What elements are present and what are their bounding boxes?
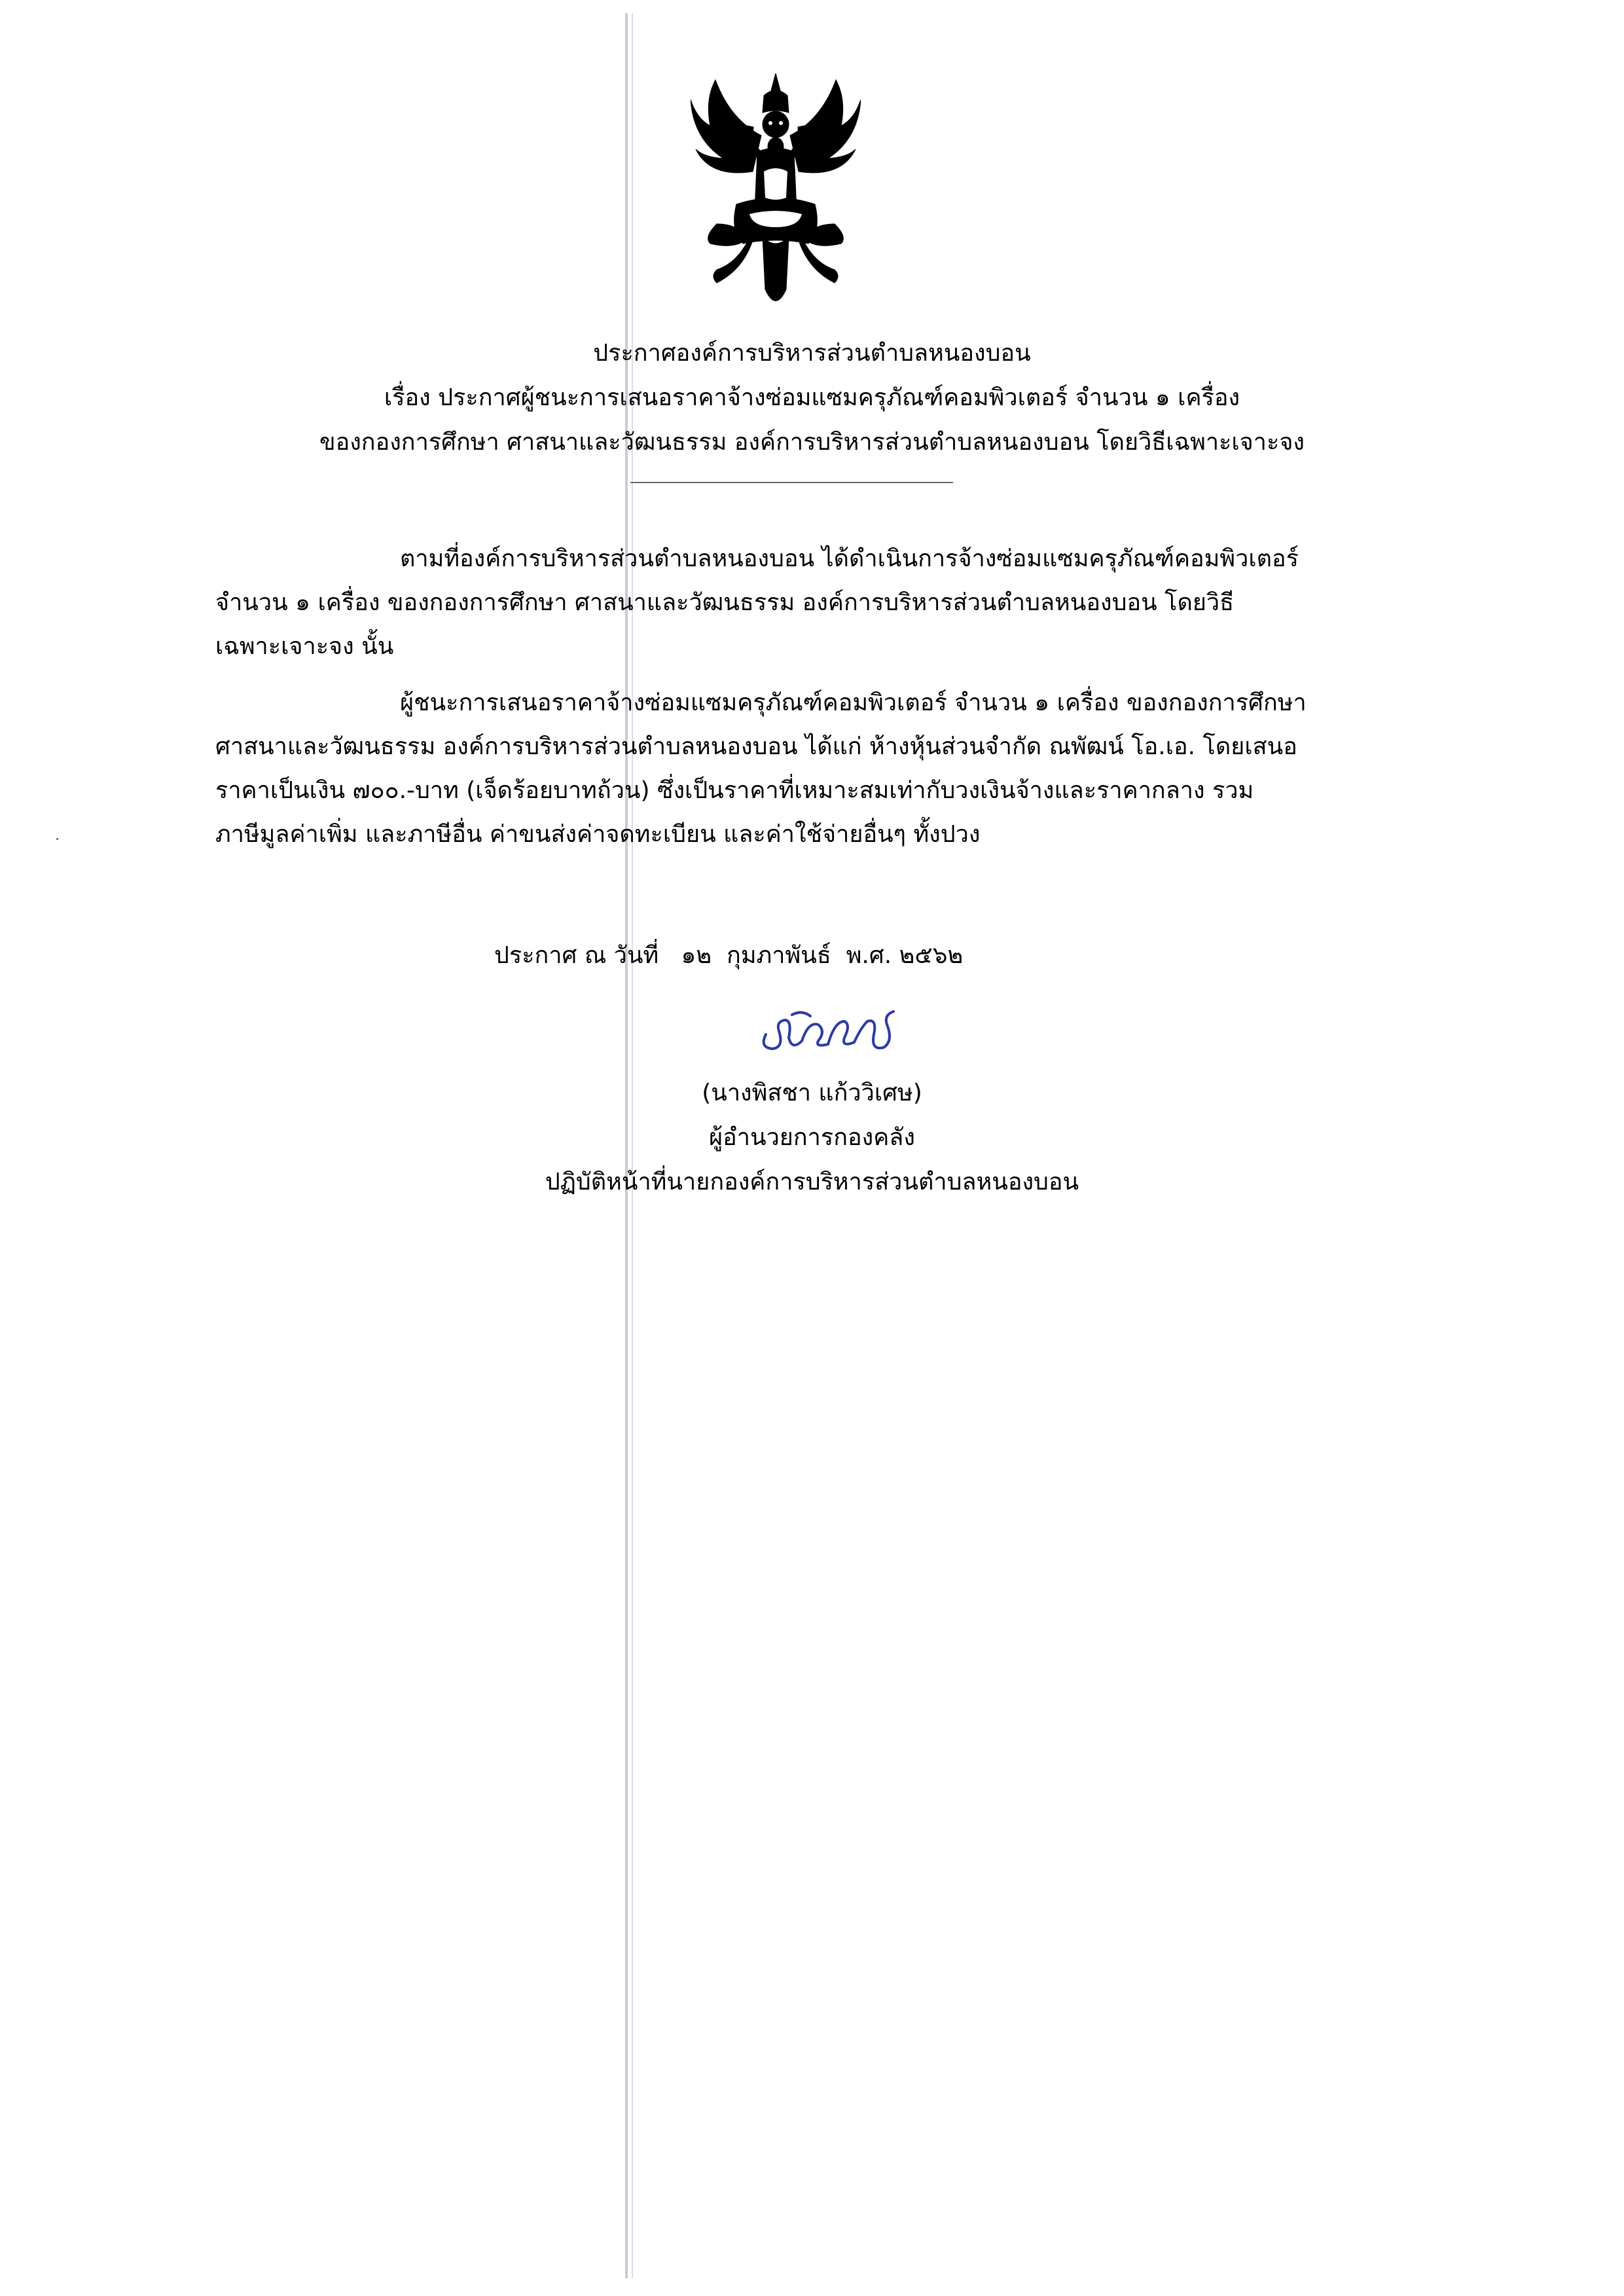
- paragraph-1: [215, 537, 1420, 668]
- signer-position: ผู้อำนวยการกองคลัง: [709, 1124, 915, 1151]
- announcement-title: ประกาศองค์การบริหารส่วนตำบลหนองบอน: [593, 340, 1031, 367]
- paragraph-2-line: ผู้ชนะการเสนอราคาจ้างซ่อมแซมครุภัณฑ์คอมพิวเตอร์ จำนวน ๑ เครื่อง ของกองการศึกษา: [400, 689, 1307, 716]
- paragraph-2-line: ราคาเป็นเงิน ๗๐๐.-บาท (เจ็ดร้อยบาทถ้วน) ซึ่งเป็นราคาที่เหมาะสมเท่ากับวงเงินจ้างและราคากลาง รวม: [215, 777, 1254, 804]
- paragraph-1-line: เฉพาะเจาะจง นั้น: [215, 633, 394, 660]
- header-divider: [630, 482, 953, 483]
- subject-line-2: ของกองการศึกษา ศาสนาและวัฒนธรรม องค์การบริหารส่วนตำบลหนองบอน โดยวิธีเฉพาะเจาะจง: [319, 429, 1305, 456]
- paragraph-2: [215, 681, 1420, 856]
- paragraph-1-line: ตามที่องค์การบริหารส่วนตำบลหนองบอน ได้ดำเนินการจ้างซ่อมแซมครุภัณฑ์คอมพิวเตอร์: [400, 545, 1299, 572]
- paragraph-2-line: ภาษีมูลค่าเพิ่ม และภาษีอื่น ค่าขนส่งค่าจดทะเบียน และค่าใช้จ่ายอื่นๆ ทั้งปวง: [215, 821, 981, 848]
- scan-speck: [56, 838, 58, 840]
- signer-acting-role: ปฏิบัติหน้าที่นายกองค์การบริหารส่วนตำบลหนองบอน: [545, 1169, 1079, 1195]
- paragraph-2-line: ศาสนาและวัฒนธรรม องค์การบริหารส่วนตำบลหนองบอน ได้แก่ ห้างหุ้นส่วนจำกัด ณพัฒน์ โอ.เอ. โดยเสนอ: [215, 733, 1297, 760]
- subject-line-1: เรื่อง ประกาศผู้ชนะการเสนอราคาจ้างซ่อมแซมครุภัณฑ์คอมพิวเตอร์ จำนวน ๑ เครื่อง: [384, 384, 1240, 411]
- paragraph-1-line: จำนวน ๑ เครื่อง ของกองการศึกษา ศาสนาและวัฒนธรรม องค์การบริหารส่วนตำบลหนองบอน โดยวิธี: [215, 589, 1235, 616]
- handwritten-signature: [753, 1002, 929, 1061]
- signer-name: (นางพิสชา แก้ววิเศษ): [702, 1080, 922, 1106]
- garuda-emblem-icon: [691, 73, 861, 312]
- announcement-date: ประกาศ ณ วันที่ ๑๒ กุมภาพันธ์ พ.ศ. ๒๕๖๒: [494, 942, 964, 969]
